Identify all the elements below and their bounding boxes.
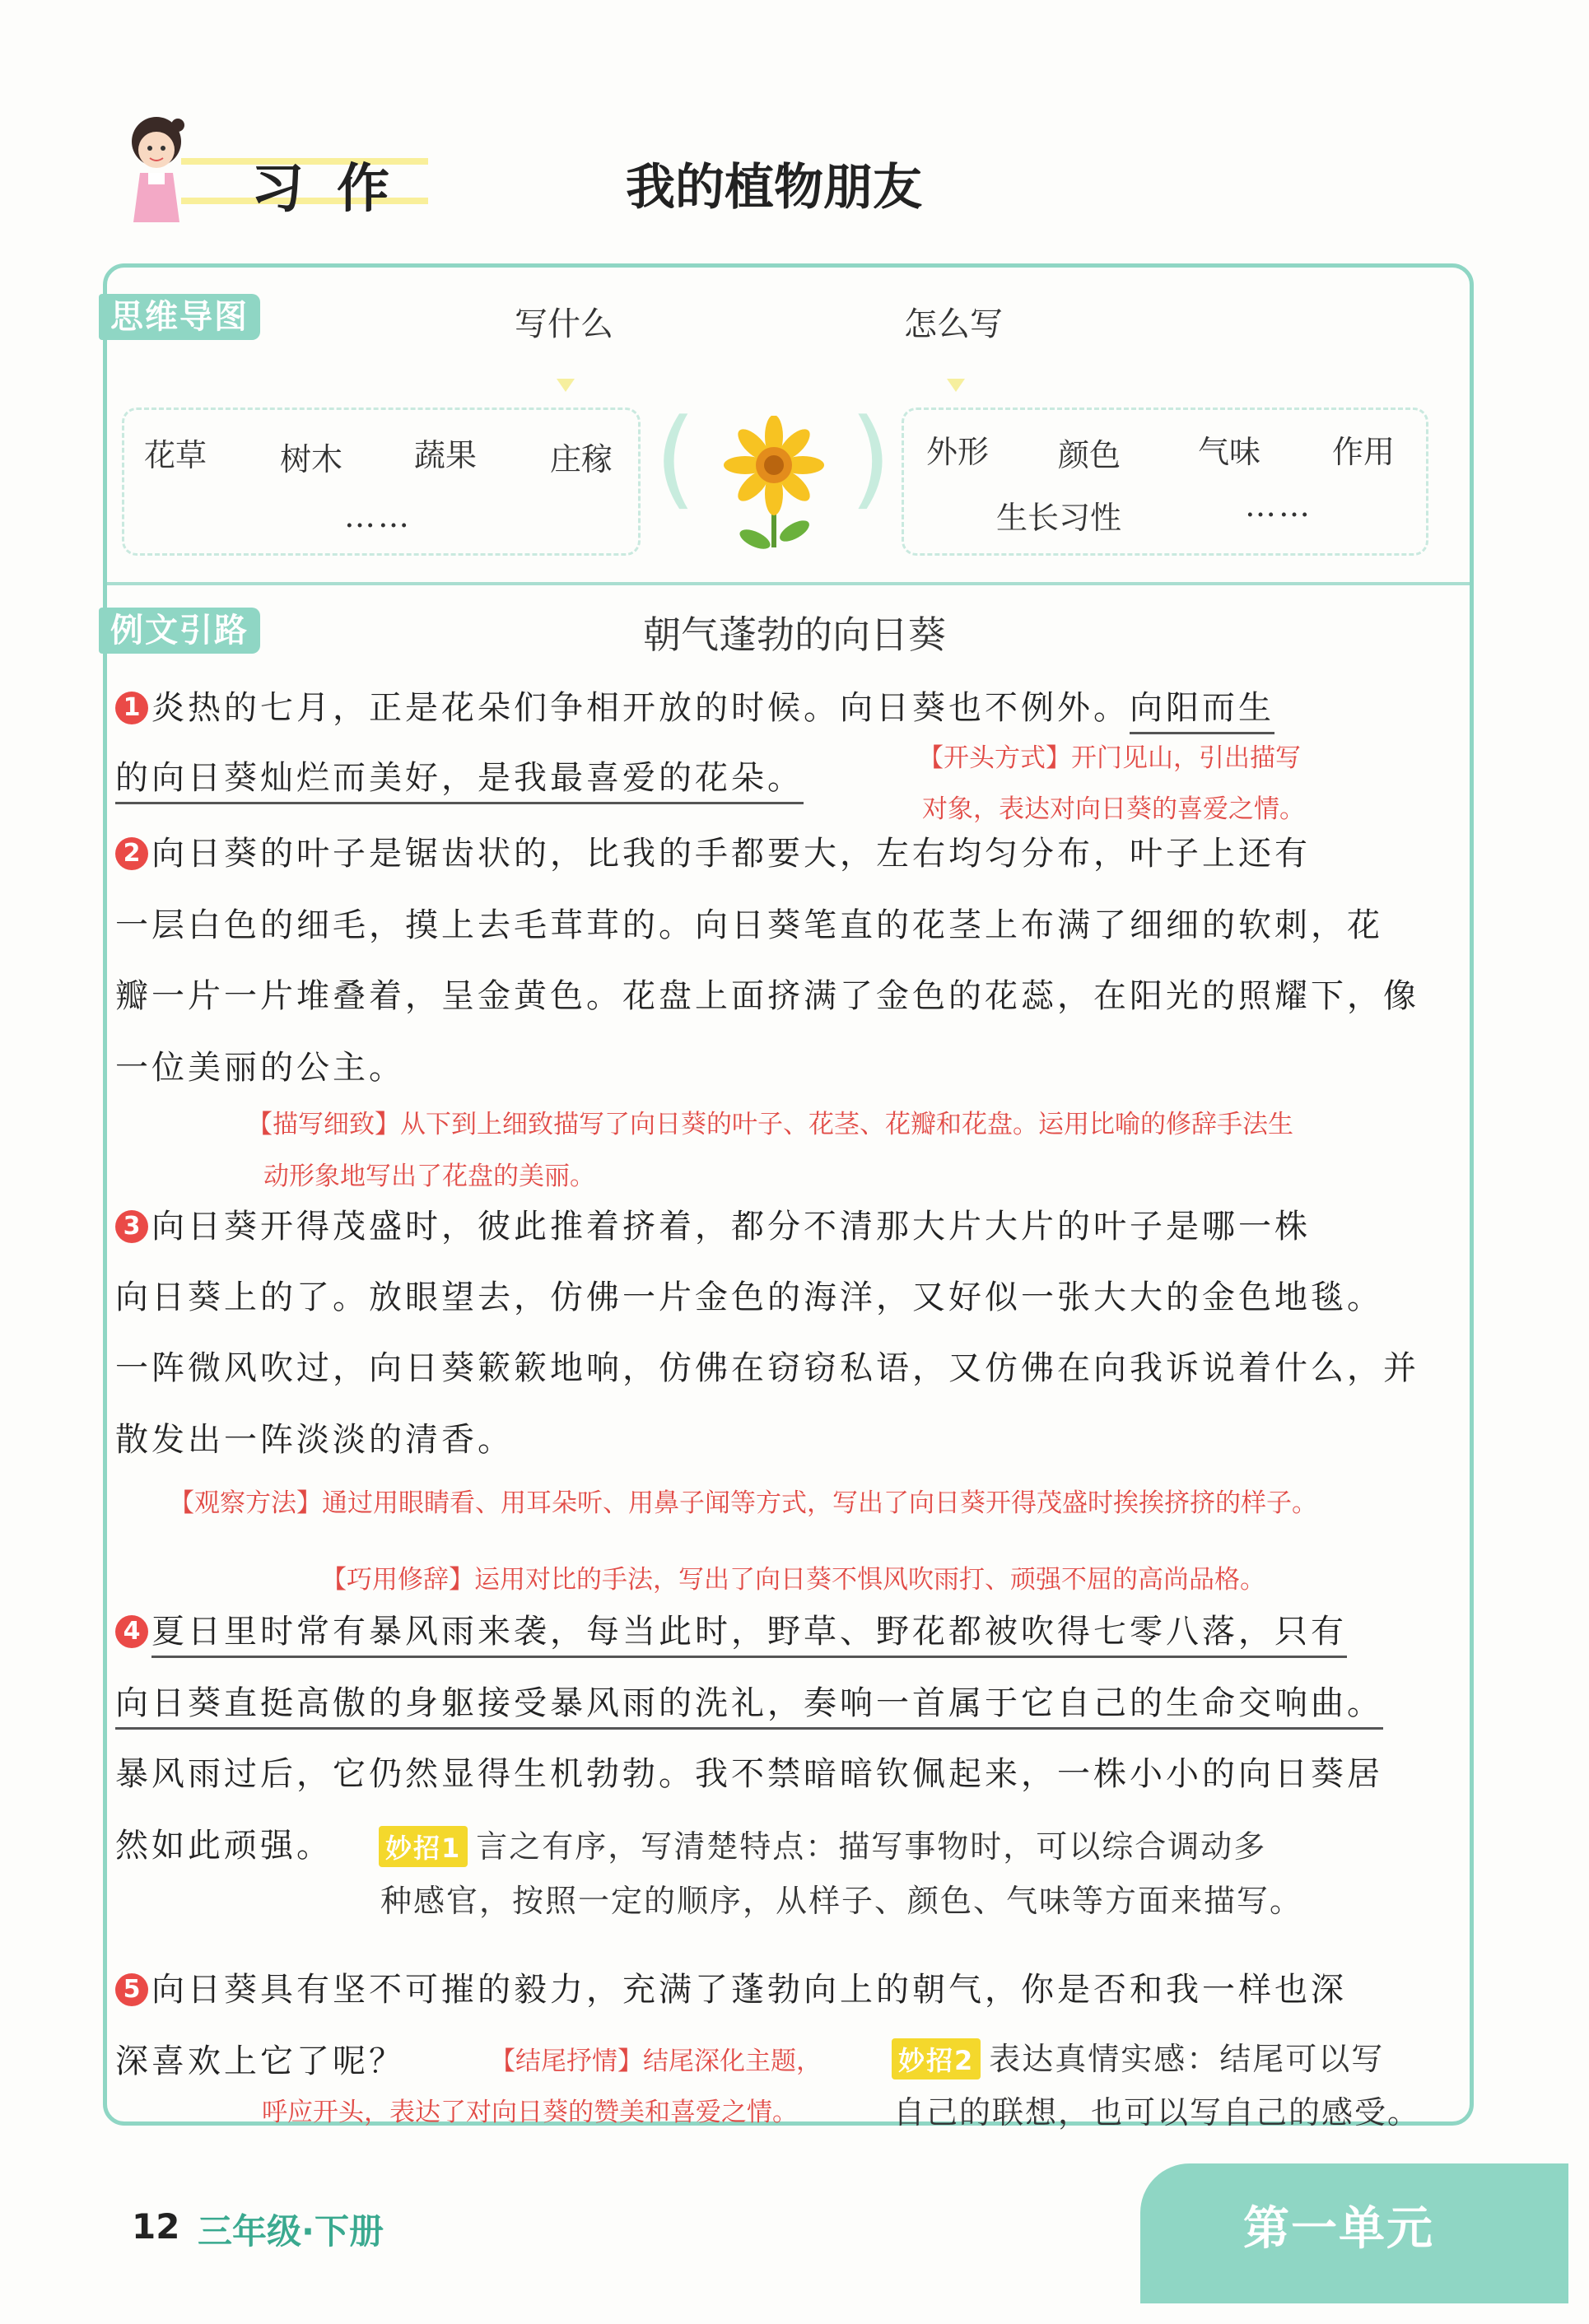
how-item: 外形 (926, 434, 990, 470)
paragraph-3-line: 向日葵上的了。放眼望去，仿佛一片金色的海洋，又好似一张大大的金色地毯。 (115, 1278, 1383, 1316)
how-item: 生长习性 (996, 500, 1122, 536)
paragraph-number: 4 (115, 1615, 148, 1648)
paragraph-number: 2 (115, 837, 148, 870)
paragraph-2-line: 一层白色的细毛，摸上去毛茸茸的。向日葵笔直的花茎上布满了细细的软刺，花 (115, 906, 1383, 944)
paragraph-2-line: 瓣一片一片堆叠着，呈金黄色。花盘上面挤满了金色的花蕊，在阳光的照耀下，像 (115, 977, 1419, 1015)
paragraph-number: 5 (115, 1973, 148, 2006)
what-label: 写什么 (515, 305, 613, 343)
paragraph-4-line: 向日葵直挺高傲的身躯接受暴风雨的洗礼，奏响一首属于它自己的生命交响曲。 (115, 1677, 1466, 1724)
paragraph-1-line: 1 炎热的七月，正是花朵们争相开放的时候。向日葵也不例外。向阳而生 (115, 682, 1466, 729)
paragraph-4-line: 4 夏日里时常有暴风雨来袭，每当此时，野草、野花都被吹得七零八落，只有 (115, 1605, 1466, 1652)
page-number: 12 (132, 2206, 180, 2247)
annotation-note: 【巧用修辞】运用对比的手法，写出了向日葵不惧风吹雨打、顽强不屈的高尚品格。 (321, 1565, 1265, 1595)
paragraph-5-line: 5 向日葵具有坚不可摧的毅力，充满了蓬勃向上的朝气，你是否和我一样也深 (115, 1963, 1466, 2010)
paragraph-3-line: 散发出一阵淡淡的清香。 (115, 1421, 514, 1459)
how-item: 气味 (1198, 434, 1261, 470)
left-bracket: ( (655, 395, 697, 520)
tip-badge: 妙招2 (892, 2038, 981, 2079)
paragraph-4-line: 暴风雨过后，它仍然显得生机勃勃。我不禁暗暗钦佩起来，一株小小的向日葵居 (115, 1755, 1383, 1793)
annotation-note: 呼应开头，表达了对向日葵的赞美和喜爱之情。 (262, 2098, 798, 2127)
annotation-note: 【观察方法】通过用眼睛看、用耳朵听、用鼻子闻等方式，写出了向日葵开得茂盛时挨挨挤挤的样子。 (169, 1488, 1317, 1518)
paragraph-2-line: 一位美丽的公主。 (115, 1049, 405, 1087)
annotation-note: 【结尾抒情】结尾深化主题， (490, 2047, 822, 2076)
unit-label: 第一单元 (1243, 2202, 1434, 2256)
annotation-note: 对象，表达对向日葵的喜爱之情。 (922, 794, 1305, 824)
mind-map-tag: 思维导图 (99, 294, 260, 340)
what-more: …… (344, 498, 412, 534)
page-title: 我的植物朋友 (626, 159, 922, 217)
what-item: 蔬果 (414, 437, 478, 473)
what-item: 树木 (280, 441, 343, 477)
writing-tip: 妙招2 表达真情实感：结尾可以写 (892, 2033, 1384, 2079)
right-bracket: ) (850, 395, 892, 520)
paragraph-3-line: 一阵微风吹过，向日葵簌簌地响，仿佛在窃窃私语，又仿佛在向我诉说着什么，并 (115, 1349, 1419, 1387)
annotation-note: 【开头方式】开门见山，引出描写 (918, 743, 1301, 773)
writing-tip-line: 自己的联想，也可以写自己的感受。 (893, 2094, 1421, 2131)
sunflower-icon (708, 416, 840, 552)
tip-badge: 妙招1 (379, 1826, 468, 1867)
how-label: 怎么写 (904, 305, 1003, 343)
grade-label: 三年级·下册 (198, 2211, 384, 2252)
example-tag: 例文引路 (99, 608, 260, 654)
writing-tip: 妙招1 言之有序，写清楚特点：描写事物时，可以综合调动多 (379, 1821, 1266, 1867)
annotation-note: 【描写细致】从下到上细致描写了向日葵的叶子、花茎、花瓣和花盘。运用比喻的修辞手法生 (247, 1110, 1293, 1139)
paragraph-5-line: 深喜欢上它了呢？ (115, 2042, 405, 2080)
paragraph-4-line: 然如此顽强。 (115, 1827, 333, 1865)
paragraph-number: 3 (115, 1210, 148, 1243)
paragraph-number: 1 (115, 692, 148, 724)
what-item: 花草 (144, 437, 207, 473)
section-divider (107, 582, 1470, 585)
how-item: 颜色 (1058, 437, 1121, 473)
down-arrow-icon (557, 379, 575, 392)
down-arrow-icon (947, 379, 965, 392)
how-item: 作用 (1332, 434, 1396, 470)
paragraph-1-line: 的向日葵灿烂而美好，是我最喜爱的花朵。 (115, 752, 832, 799)
what-item: 庄稼 (550, 441, 613, 477)
annotation-note: 动形象地写出了花盘的美丽。 (263, 1162, 595, 1191)
paragraph-2-line: 2 向日葵的叶子是锯齿状的，比我的手都要大，左右均匀分布，叶子上还有 (115, 827, 1466, 874)
how-more: …… (1245, 487, 1312, 524)
writing-tip-line: 种感官，按照一定的顺序，从样子、颜色、气味等方面来描写。 (380, 1883, 1303, 1919)
essay-title: 朝气蓬勃的向日葵 (643, 612, 946, 657)
paragraph-3-line: 3 向日葵开得茂盛时，彼此推着挤着，都分不清那大片大片的叶子是哪一株 (115, 1200, 1466, 1247)
section-label: 习作 (251, 159, 422, 220)
